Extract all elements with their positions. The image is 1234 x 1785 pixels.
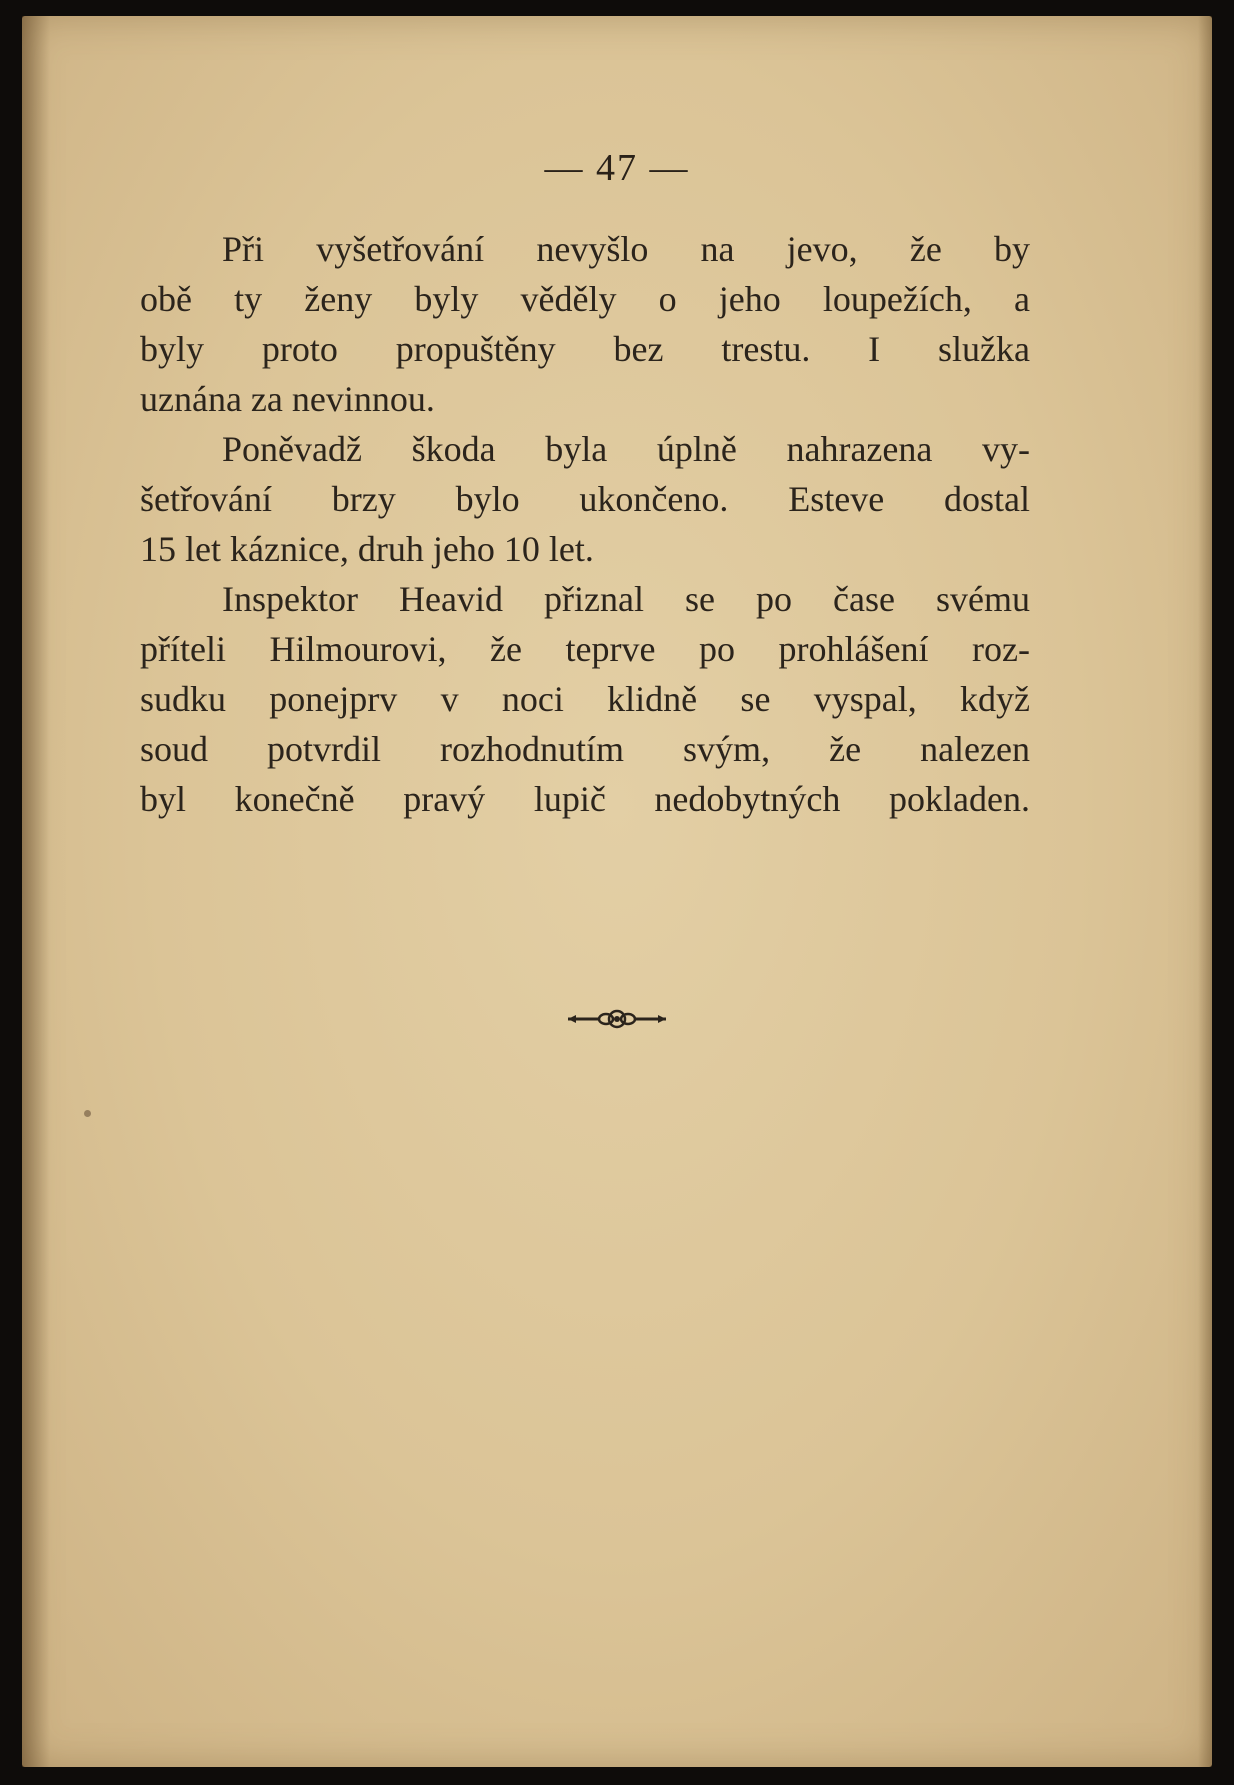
body-text [140,224,1030,824]
spine-shadow [22,16,50,1767]
page-number: — 47 — [544,147,690,189]
text-line: Při vyšetřování nevyšlo na jevo, že by [222,229,1030,269]
text-line: sudku ponejprv v noci klidně se vyspal, když [140,679,1030,719]
text-line: byly proto propuštěny bez trestu. I služka [140,329,1030,369]
text-line: příteli Hilmourovi, že teprve po prohlášení roz- [140,629,1030,669]
fleuron-ornament-icon [22,1004,1212,1034]
text-line: byl konečně pravý lupič nedobytných pokladen. [140,779,1030,819]
text-line: obě ty ženy byly věděly o jeho loupežích, a [140,279,1030,319]
text-line: uznána za nevinnou. [140,379,435,419]
text-line: 15 let káznice, druh jeho 10 let. [140,529,594,569]
text-line: soud potvrdil rozhodnutím svým, že nalezen [140,729,1030,769]
paper-speck [84,1110,91,1117]
text-line: Poněvadž škoda byla úplně nahrazena vy- [222,429,1030,469]
book-page [22,16,1212,1767]
page-edge-shadow [1198,16,1212,1767]
text-line: Inspektor Heavid přiznal se po čase svému [222,579,1030,619]
text-line: šetřování brzy bylo ukončeno. Esteve dostal [140,479,1030,519]
